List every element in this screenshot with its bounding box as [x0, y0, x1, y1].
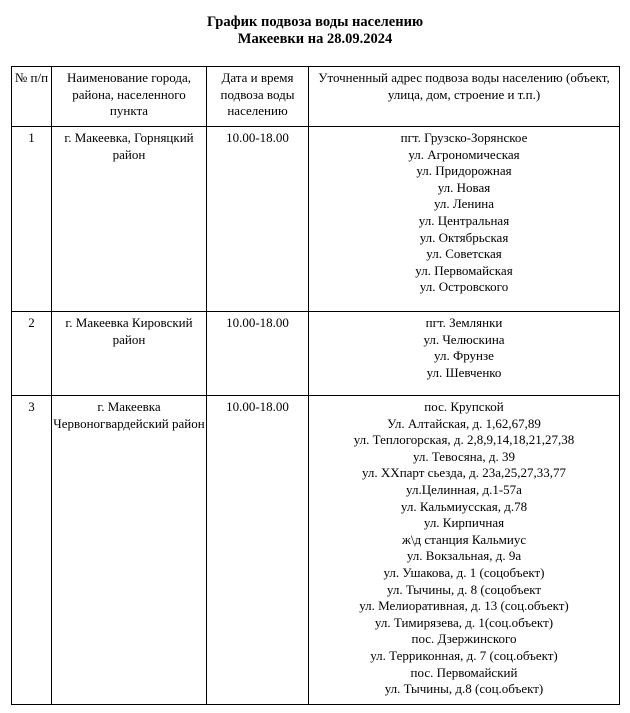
address-line: ул.Целинная, д.1-57а [406, 481, 522, 497]
row-name-text: г. Макеевка Червоногвардейский район [53, 399, 205, 431]
table-header-row [12, 67, 620, 127]
address-line: ул. Кальмиусская, д.78 [400, 498, 528, 514]
header-address: Уточненный адрес подвоза воды населению (объект, улица, дом, строение и т.п.) [309, 67, 620, 127]
address-line: ул. Придорожная [416, 163, 512, 179]
title-line-1: График подвоза воды населению [206, 14, 424, 30]
header-time: Дата и время подвоза воды населению [207, 67, 309, 127]
address-line: ул. Вокзальная, д. 9а [406, 548, 522, 564]
row-time-text: 10.00-18.00 [226, 399, 289, 414]
address-line: ул. Терриконная, д. 7 (соц.объект) [370, 647, 558, 663]
address-line: ул. Фрунзе [434, 348, 494, 364]
row-num-text: 1 [28, 130, 35, 145]
address-line: пос. Первомайский [410, 664, 518, 680]
row-num [12, 396, 52, 705]
address-line: ул. Кирпичная [423, 515, 505, 531]
address-line: ул. Ушакова, д. 1 (соцобъект) [383, 564, 545, 580]
row-addresses [309, 396, 620, 705]
address-line: ул. Теплогорская, д. 2,8,9,14,18,21,27,38 [353, 432, 575, 448]
row-time [207, 396, 309, 705]
row-num-text: 3 [28, 399, 35, 414]
water-schedule-table [11, 66, 620, 705]
table-row [12, 127, 620, 312]
row-num-text: 2 [28, 315, 35, 330]
address-line: пос. Крупской [424, 399, 504, 414]
row-name [52, 396, 207, 705]
document-title [0, 14, 630, 48]
row-name-text: г. Макеевка, Горняцкий район [64, 130, 194, 162]
row-time-text: 10.00-18.00 [226, 130, 289, 145]
address-line: ул. Агрономическая [408, 146, 520, 162]
row-name [52, 312, 207, 396]
address-line: ул. Островского [419, 279, 509, 295]
address-line: ул. Тычины, д. 8 (соцобъект [386, 581, 542, 597]
table-row [12, 396, 620, 705]
row-num [12, 312, 52, 396]
row-name [52, 127, 207, 312]
row-time-text: 10.00-18.00 [226, 315, 289, 330]
row-num [12, 127, 52, 312]
address-line: ул. Новая [437, 179, 491, 195]
row-time [207, 127, 309, 312]
row-addresses [309, 312, 620, 396]
table-row [12, 312, 620, 396]
row-addresses [309, 127, 620, 312]
address-line: ул. Тычины, д.8 (соц.объект) [384, 681, 544, 697]
address-line: ул. Первомайская [415, 262, 513, 278]
row-name-text: г. Макеевка Кировский район [65, 315, 193, 347]
address-line: ж\д станция Кальмиус [401, 531, 527, 547]
header-name: Наименование города, района, населенного пункта [52, 67, 207, 127]
header-num: № п/п [12, 67, 52, 127]
address-line: ул. ХХпарт сьезда, д. 23а,25,27,33,77 [362, 465, 566, 481]
title-line-2: Макеевки на 28.09.2024 [237, 31, 393, 47]
address-line: пгт. Землянки [425, 315, 503, 330]
address-line: ул. Челюскина [423, 331, 505, 347]
address-line: пгт. Грузско-Зорянское [400, 130, 528, 145]
row-time [207, 312, 309, 396]
address-line: ул. Тимирязева, д. 1(соц.объект) [374, 614, 554, 630]
address-line: Ул. Алтайская, д. 1,62,67,89 [387, 415, 541, 431]
address-line: ул. Центральная [418, 212, 510, 228]
address-line: ул. Октябрьская [419, 229, 509, 245]
address-line: ул. Шевченко [426, 364, 502, 380]
address-line: ул. Ленина [433, 196, 495, 212]
address-line: пос. Дзержинского [411, 631, 517, 647]
address-line: ул. Советская [426, 246, 502, 262]
address-line: ул. Мелиоративная, д. 13 (соц.объект) [359, 598, 569, 614]
address-line: ул. Тевосяна, д. 39 [412, 448, 516, 464]
